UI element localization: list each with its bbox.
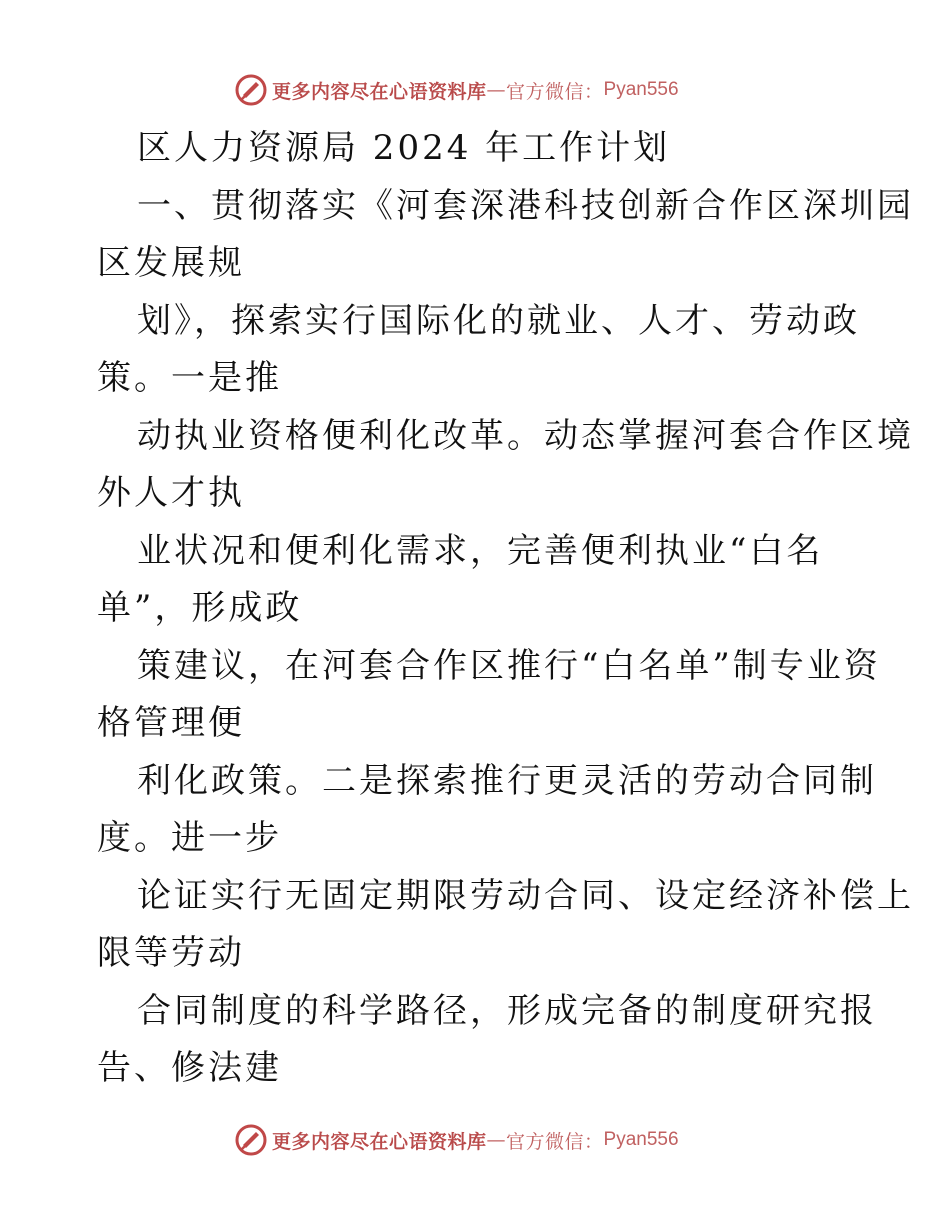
body-line: 策。一是推 <box>97 358 282 398</box>
body-line: 一、贯彻落实《河套深港科技创新合作区深圳园 <box>137 185 914 226</box>
header-watermark-banner <box>234 73 679 107</box>
banner-sub-text: 官方微信： <box>506 80 604 103</box>
document-body <box>97 120 914 1098</box>
body-line: 告、修法建 <box>97 1048 282 1088</box>
body-line: 利化政策。二是探索推行更灵活的劳动合同制 <box>137 760 877 801</box>
banner-main-text: 更多内容尽在心语资料库 <box>272 80 487 103</box>
body-line: 划》，探索实行国际化的就业、人才、劳动政 <box>137 300 860 341</box>
body-line: 外人才执 <box>97 473 245 513</box>
body-line: 业状况和便利化需求，完善便利执业“白名 <box>137 530 824 571</box>
banner-wechat-id: Pyan556 <box>603 79 679 100</box>
banner-wechat-id: Pyan556 <box>603 1129 679 1150</box>
body-line: 区发展规 <box>97 243 245 283</box>
document-title: 区人力资源局 2024 年工作计划 <box>137 128 671 168</box>
body-line: 策建议，在河套合作区推行“白名单”制专业资 <box>137 645 881 686</box>
footer-watermark-banner <box>234 1123 679 1157</box>
body-line: 合同制度的科学路径，形成完备的制度研究报 <box>137 990 877 1031</box>
body-line: 格管理便 <box>97 703 245 743</box>
red-seal-logo-icon <box>234 1123 268 1157</box>
banner-separator: — <box>486 1129 507 1151</box>
body-line: 度。进一步 <box>97 818 282 858</box>
body-line: 论证实行无固定期限劳动合同、设定经济补偿上 <box>137 875 914 916</box>
banner-separator: — <box>486 79 507 101</box>
body-line: 单”，形成政 <box>97 588 303 628</box>
banner-sub-text: 官方微信： <box>506 1130 604 1153</box>
banner-main-text: 更多内容尽在心语资料库 <box>272 1130 487 1153</box>
body-line: 限等劳动 <box>97 933 245 973</box>
body-line: 动执业资格便利化改革。动态掌握河套合作区境 <box>137 415 914 456</box>
red-seal-logo-icon <box>234 73 268 107</box>
